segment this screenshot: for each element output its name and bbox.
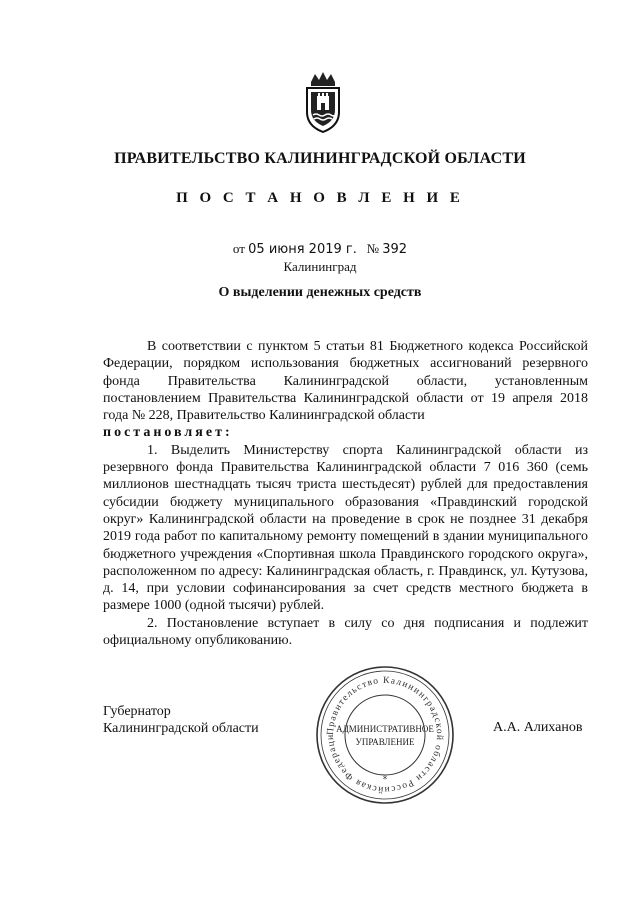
preamble-text: В соответствии с пунктом 5 статьи 81 Бюджетного кодекса Российской Федерации, порядком использования бюджетных ассигнований резервного фонда Правительства Калининградской области, установленным постановлением Правительства Калининградской области от 19 апреля 2018 года № 228, Правительство Калининградской области — [103, 339, 588, 424]
signatory-name: А.А. Алиханов — [493, 720, 583, 735]
paragraph-decree-word — [103, 424, 588, 441]
seal-ring-text: Правительство Калининградской области Российская Федераци — [325, 675, 445, 795]
number-prefix: № — [366, 241, 380, 256]
document-type: П О С Т А Н О В Л Е Н И Е — [176, 190, 464, 206]
signatory-position — [103, 703, 259, 737]
paragraph-item-2: 2. Постановление вступает в силу со дня подписания и подлежит официальному опубликованию. — [103, 615, 588, 649]
paragraph-item-1: 1. Выделить Министерству спорта Калининградской области из резервного фонда Правительства Калининградской области 7 016 360 (семь миллионов шестнадцать тысяч триста шестьдесят) рублей для предоставления субсидии бюджету муниципального образования «Правдинский городской округ» Калининградской области на проведение в срок не позднее 31 декабря 2019 года работ по капитальному ремонту помещений в здании муниципального бюджетного учреждения «Спортивная школа Правдинского городского округа», расположенном по адресу: Калининградская область, г. Правдинск, ул. Кутузова, д. 14, при условии софинансирования за счет средств местного бюджета в размере 1000 (одной тысячи) рублей. — [103, 442, 588, 614]
date-number-line — [0, 241, 640, 257]
seal-center-line-1: АДМИНИСТРАТИВНОЕ — [336, 724, 434, 734]
organization-title: ПРАВИТЕЛЬСТВО КАЛИНИНГРАДСКОЙ ОБЛАСТИ — [114, 150, 526, 167]
decree-word: постановляет: — [103, 425, 233, 441]
paragraph-preamble — [103, 338, 588, 424]
stamp-seal — [310, 660, 460, 810]
position-line-2: Калининградской области — [103, 721, 259, 736]
number-value: 392 — [382, 242, 408, 257]
city: Калининград — [283, 259, 357, 274]
date-prefix: от — [232, 241, 245, 256]
seal-center-line-2: УПРАВЛЕНИЕ — [355, 737, 415, 747]
document-subject: О выделении денежных средств — [218, 285, 422, 300]
svg-text:*: * — [382, 775, 388, 785]
date-value: 05 июня 2019 г. — [248, 242, 357, 257]
position-line-1: Губернатор — [103, 704, 171, 719]
coat-of-arms-icon — [303, 70, 343, 134]
document-body — [103, 338, 588, 649]
